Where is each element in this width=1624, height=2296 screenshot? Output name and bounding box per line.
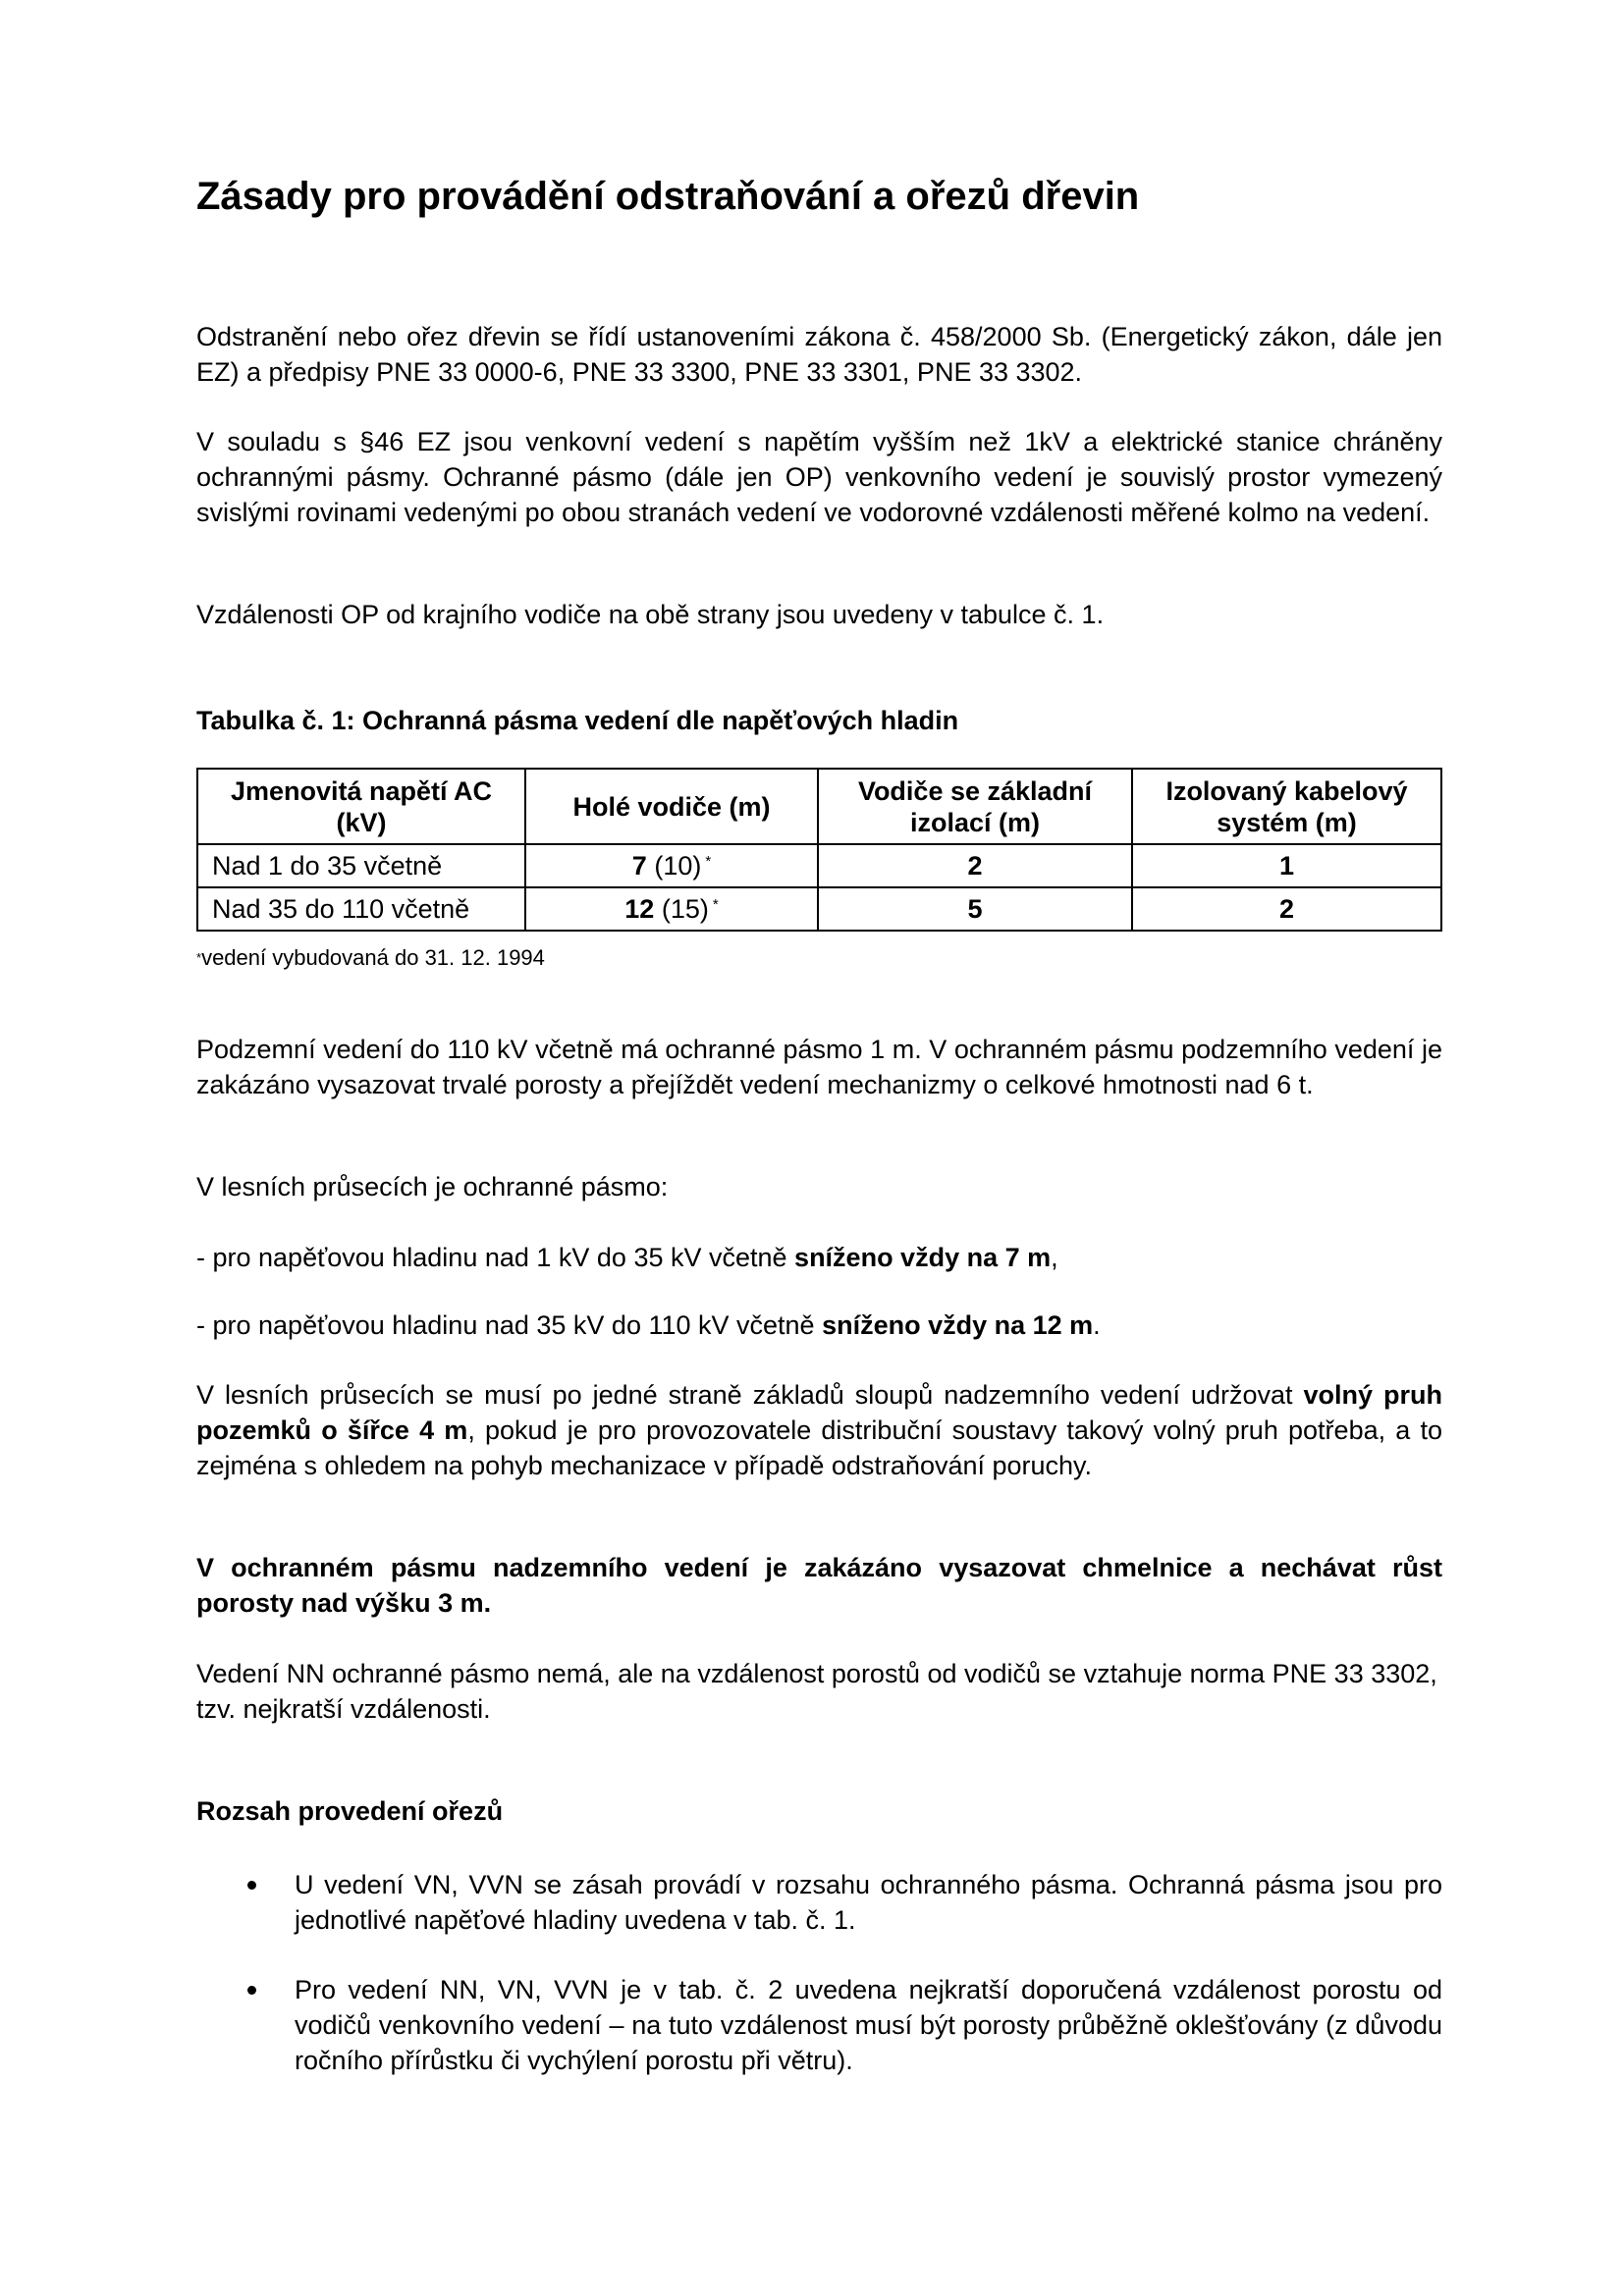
list-item-text: U vedení VN, VVN se zásah provádí v rozsahu ochranného pásma. Ochranná pásma jsou pro jednotlivé napěťové hladiny uvedena v tab. č. 1. xyxy=(295,1870,1442,1935)
paragraph-op-distances-reference: Vzdálenosti OP od krajního vodiče na obě strany jsou uvedeny v tabulce č. 1. xyxy=(196,600,1105,629)
text: V lesních průsecích se musí po jedné straně základů sloupů nadzemního vedení udržovat xyxy=(196,1380,1304,1410)
value-main: 7 xyxy=(631,851,647,881)
header-bare-conductors: Holé vodiče (m) xyxy=(525,769,818,844)
dash-tail: , xyxy=(1051,1243,1058,1272)
paragraph-nn-lines: Vedení NN ochranné pásmo nemá, ale na vzdálenost porostů od vodičů se vztahuje norma PNE 33 3302, tzv. nejkratší vzdálenosti. xyxy=(196,1659,1437,1724)
bullet-icon xyxy=(247,1881,256,1890)
paragraph-legal-basis: Odstranění nebo ořez dřevin se řídí ustanoveními zákona č. 458/2000 Sb. (Energetický zákon, dále jen EZ) a předpisy PNE 33 0000-6, PNE 33 3300, PNE 33 3301, PNE 33 3302. xyxy=(196,322,1442,387)
cell-bare-conductors xyxy=(525,844,818,887)
cell-basic-insulation: 2 xyxy=(818,844,1132,887)
dash-item-110kv xyxy=(196,1308,1442,1343)
protection-zones-table xyxy=(196,768,1442,932)
cell-bare-conductors xyxy=(525,887,818,931)
list-item xyxy=(196,1867,1442,1938)
paragraph-protection-zone-definition: V souladu s §46 EZ jsou venkovní vedení s napětím vyšším než 1kV a elektrické stanice chráněny ochrannými pásmy. Ochranné pásmo (dále jen OP) venkovního vedení je souvislý prostor vymezený svislými rovinami vedenými po obou stranách vedení ve vodorovné vzdálenosti měřené kolmo na vedení. xyxy=(196,427,1442,527)
list-item-text: Pro vedení NN, VN, VVN je v tab. č. 2 uvedena nejkratší doporučená vzdálenost porostu od vodičů venkovního vedení – na tuto vzdálenost musí být porosty průběžně oklešťovány (z důvodu ročního přírůstku či vychýlení porostu při větru). xyxy=(295,1975,1442,2075)
paragraph-prohibition: V ochranném pásmu nadzemního vedení je zakázáno vysazovat chmelnice a nechávat růst porosty nad výšku 3 m. xyxy=(196,1553,1442,1618)
list-item xyxy=(196,1972,1442,2078)
dash-item-35kv xyxy=(196,1240,1442,1275)
table-caption: Tabulka č. 1: Ochranná pásma vedení dle napěťových hladin xyxy=(196,706,959,735)
value-historic: (10) xyxy=(654,851,702,881)
value-historic: (15) xyxy=(661,894,709,924)
paragraph-forest-clearings-intro: V lesních průsecích je ochranné pásmo: xyxy=(196,1172,669,1201)
cell-cable-system: 1 xyxy=(1132,844,1441,887)
dash-text: - pro napěťovou hladinu nad 35 kV do 110 kV včetně xyxy=(196,1310,823,1340)
value-main: 12 xyxy=(624,894,655,924)
bullet-list xyxy=(196,1867,1442,1938)
bullet-list xyxy=(196,1972,1442,2078)
header-cable-system: Izolovaný kabelový systém (m) xyxy=(1132,769,1441,844)
footnote-mark: * xyxy=(705,853,712,870)
cell-voltage: Nad 35 do 110 včetně xyxy=(197,887,525,931)
bullet-icon xyxy=(247,1986,256,1995)
dash-tail: . xyxy=(1093,1310,1101,1340)
cell-cable-system: 2 xyxy=(1132,887,1441,931)
table-header-row xyxy=(197,769,1441,844)
dash-text: - pro napěťovou hladinu nad 1 kV do 35 kV včetně xyxy=(196,1243,795,1272)
header-basic-insulation: Vodiče se základní izolací (m) xyxy=(818,769,1132,844)
cell-basic-insulation: 5 xyxy=(818,887,1132,931)
dash-bold: sníženo vždy na 7 m xyxy=(794,1243,1052,1272)
bold-text: volný pruh pozemků o šířce 4 m xyxy=(196,1380,1442,1445)
page-title: Zásady pro provádění odstraňování a ořezů dřevin xyxy=(196,175,1140,218)
footnote-text: vedení vybudovaná do 31. 12. 1994 xyxy=(201,945,545,970)
footnote-mark: * xyxy=(712,896,719,913)
table-footnote xyxy=(196,944,545,972)
table-row xyxy=(197,887,1441,931)
paragraph-free-strip xyxy=(196,1377,1442,1483)
paragraph-underground-lines: Podzemní vedení do 110 kV včetně má ochranné pásmo 1 m. V ochranném pásmu podzemního vedení je zakázáno vysazovat trvalé porosty a přejíždět vedení mechanizmy o celkové hmotnosti nad 6 t. xyxy=(196,1035,1442,1099)
header-voltage: Jmenovitá napětí AC (kV) xyxy=(197,769,525,844)
text: , pokud je pro provozovatele distribuční soustavy takový volný pruh potřeba, a to zejména s ohledem na pohyb mechanizace v případě odstraňování poruchy. xyxy=(196,1415,1442,1480)
table-row xyxy=(197,844,1441,887)
section-heading: Rozsah provedení ořezů xyxy=(196,1796,504,1826)
dash-bold: sníženo vždy na 12 m xyxy=(822,1310,1094,1340)
cell-voltage: Nad 1 do 35 včetně xyxy=(197,844,525,887)
footnote-mark: * xyxy=(196,950,202,965)
